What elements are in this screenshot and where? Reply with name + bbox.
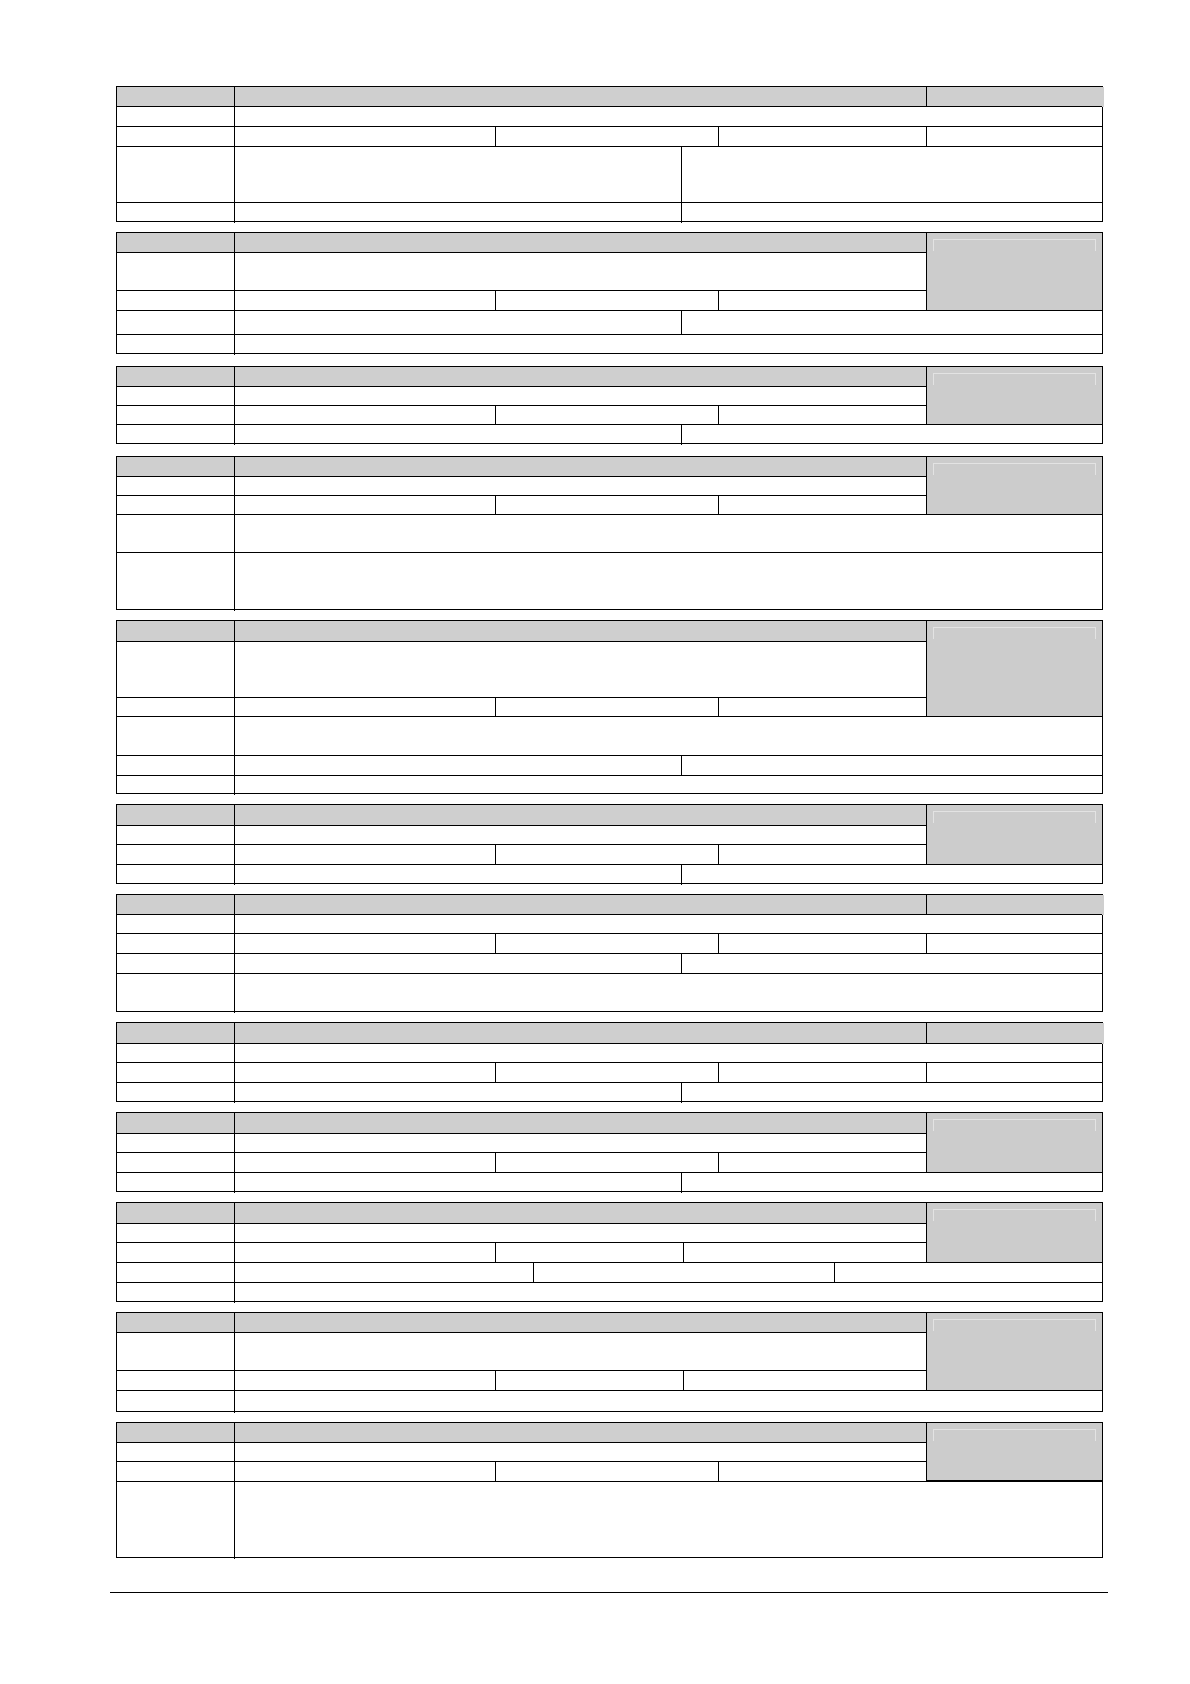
- panel-divider: [927, 1262, 1102, 1263]
- field-label-cell: [117, 553, 235, 611]
- form-block: [116, 366, 1103, 444]
- column-divider: [234, 805, 235, 826]
- field-value-cell[interactable]: [496, 845, 719, 865]
- shaded-panel-bevel: [933, 1119, 1096, 1131]
- column-divider: [234, 335, 235, 355]
- field-value-cell[interactable]: [235, 954, 682, 974]
- shaded-panel-bevel: [933, 1209, 1096, 1221]
- field-label-cell: [117, 425, 235, 445]
- field-label-cell: [117, 1283, 235, 1303]
- field-value-cell[interactable]: [235, 1462, 496, 1482]
- form-block: [116, 232, 1103, 354]
- field-value-cell[interactable]: [927, 127, 1104, 147]
- field-value-cell[interactable]: [719, 496, 927, 515]
- field-value-cell[interactable]: [719, 1063, 927, 1083]
- field-value-cell[interactable]: [682, 1083, 1104, 1103]
- field-label-cell: [117, 203, 235, 223]
- field-value-cell[interactable]: [719, 127, 927, 147]
- field-label-cell: [117, 974, 235, 1013]
- shaded-panel: [927, 1423, 1102, 1481]
- field-value-cell[interactable]: [235, 1283, 1104, 1303]
- section-header-cell: [235, 1113, 927, 1134]
- column-divider: [495, 1243, 496, 1263]
- field-value-cell[interactable]: [235, 1153, 496, 1173]
- field-value-cell[interactable]: [235, 1243, 496, 1263]
- column-divider: [234, 756, 235, 776]
- panel-divider: [927, 310, 1102, 311]
- field-label-cell: [117, 1443, 235, 1462]
- column-divider: [681, 203, 682, 223]
- section-header-cell: [235, 367, 927, 387]
- column-divider: [234, 865, 235, 885]
- field-label-cell: [117, 1391, 235, 1413]
- field-value-cell[interactable]: [235, 1391, 1104, 1413]
- field-value-cell[interactable]: [235, 1333, 927, 1371]
- column-divider: [926, 87, 927, 107]
- column-divider: [234, 954, 235, 974]
- column-divider: [718, 934, 719, 954]
- field-label-cell: [117, 1482, 235, 1559]
- field-label-cell: [117, 954, 235, 974]
- field-value-cell[interactable]: [235, 776, 1104, 795]
- column-divider: [234, 1443, 235, 1462]
- column-divider: [681, 756, 682, 776]
- field-label-cell: [117, 457, 235, 477]
- column-divider: [718, 291, 719, 311]
- field-label-cell: [117, 367, 235, 387]
- column-divider: [926, 1023, 927, 1044]
- field-label-cell: [117, 1371, 235, 1391]
- field-value-cell[interactable]: [235, 515, 1104, 553]
- footer-rule: [110, 1592, 1108, 1593]
- field-label-cell: [117, 87, 235, 107]
- column-divider: [495, 1153, 496, 1173]
- section-header-cell: [235, 457, 927, 477]
- form-block: [116, 804, 1103, 884]
- field-value-cell[interactable]: [235, 127, 496, 147]
- column-divider: [495, 291, 496, 311]
- field-label-cell: [117, 1333, 235, 1371]
- shaded-panel: [927, 367, 1102, 425]
- field-label-cell: [117, 1023, 235, 1044]
- column-divider: [234, 496, 235, 515]
- field-value-cell[interactable]: [496, 496, 719, 515]
- column-divider: [681, 1173, 682, 1193]
- column-divider: [683, 1371, 684, 1391]
- shaded-panel-bevel: [933, 1429, 1096, 1441]
- field-value-cell[interactable]: [235, 1063, 496, 1083]
- field-value-cell[interactable]: [682, 425, 1104, 445]
- column-divider: [234, 1224, 235, 1243]
- field-value-cell[interactable]: [719, 1462, 927, 1482]
- column-divider: [926, 895, 927, 915]
- form-block: [116, 1422, 1103, 1558]
- field-value-cell[interactable]: [235, 934, 496, 954]
- field-value-cell[interactable]: [235, 496, 496, 515]
- column-divider: [234, 1371, 235, 1391]
- field-label-cell: [117, 621, 235, 642]
- section-header-cell: [235, 1423, 927, 1443]
- column-divider: [234, 1153, 235, 1173]
- column-divider: [234, 1134, 235, 1153]
- field-value-cell[interactable]: [235, 1044, 1104, 1063]
- field-value-cell[interactable]: [682, 865, 1104, 885]
- field-value-cell[interactable]: [235, 1371, 496, 1391]
- column-divider: [926, 934, 927, 954]
- column-divider: [234, 698, 235, 717]
- field-label-cell: [117, 642, 235, 698]
- field-label-cell: [117, 147, 235, 203]
- column-divider: [718, 406, 719, 425]
- column-divider: [234, 387, 235, 406]
- field-value-cell[interactable]: [927, 934, 1104, 954]
- field-value-cell[interactable]: [235, 406, 496, 425]
- field-label-cell: [117, 1224, 235, 1243]
- field-value-cell[interactable]: [235, 291, 496, 311]
- field-value-cell[interactable]: [496, 934, 719, 954]
- column-divider: [495, 698, 496, 717]
- field-value-cell[interactable]: [235, 311, 682, 335]
- field-value-cell[interactable]: [719, 291, 927, 311]
- column-divider: [234, 203, 235, 223]
- section-header-cell: [927, 895, 1104, 915]
- column-divider: [234, 1173, 235, 1193]
- form-block: [116, 1202, 1103, 1302]
- column-divider: [234, 776, 235, 795]
- column-divider: [234, 1462, 235, 1482]
- section-header-cell: [927, 1023, 1104, 1044]
- field-label-cell: [117, 1313, 235, 1333]
- field-label-cell: [117, 895, 235, 915]
- field-value-cell[interactable]: [235, 698, 496, 717]
- field-label-cell: [117, 915, 235, 934]
- column-divider: [234, 717, 235, 756]
- shaded-panel: [927, 233, 1102, 311]
- column-divider: [234, 291, 235, 311]
- field-label-cell: [117, 233, 235, 253]
- section-header-cell: [927, 87, 1104, 107]
- column-divider: [718, 496, 719, 515]
- column-divider: [234, 1333, 235, 1371]
- section-header-cell: [235, 1203, 927, 1224]
- field-label-cell: [117, 496, 235, 515]
- column-divider: [834, 1263, 835, 1283]
- section-header-cell: [235, 1023, 927, 1044]
- form-block: [116, 456, 1103, 610]
- column-divider: [683, 1243, 684, 1263]
- column-divider: [681, 147, 682, 203]
- form-block: [116, 1022, 1103, 1102]
- field-label-cell: [117, 515, 235, 553]
- form-block: [116, 620, 1103, 794]
- form-block: [116, 1312, 1103, 1412]
- field-value-cell[interactable]: [235, 107, 1104, 127]
- field-label-cell: [117, 826, 235, 845]
- column-divider: [234, 1044, 235, 1063]
- field-value-cell[interactable]: [235, 1083, 682, 1103]
- shaded-panel-bevel: [933, 811, 1096, 823]
- shaded-panel: [927, 805, 1102, 865]
- field-value-cell[interactable]: [235, 1173, 682, 1193]
- column-divider: [234, 915, 235, 934]
- column-divider: [234, 233, 235, 253]
- column-divider: [495, 1063, 496, 1083]
- field-value-cell[interactable]: [235, 553, 1104, 611]
- field-value-cell[interactable]: [235, 826, 927, 845]
- column-divider: [234, 477, 235, 496]
- field-label-cell: [117, 845, 235, 865]
- field-value-cell[interactable]: [235, 1134, 927, 1153]
- field-label-cell: [117, 1263, 235, 1283]
- field-value-cell[interactable]: [235, 335, 1104, 355]
- field-value-cell[interactable]: [682, 1173, 1104, 1193]
- shaded-panel-bevel: [933, 627, 1096, 639]
- column-divider: [234, 107, 235, 127]
- field-label-cell: [117, 1083, 235, 1103]
- field-value-cell[interactable]: [235, 915, 1104, 934]
- column-divider: [234, 406, 235, 425]
- field-value-cell[interactable]: [496, 1371, 684, 1391]
- panel-divider: [927, 1480, 1102, 1481]
- column-divider: [495, 934, 496, 954]
- field-value-cell[interactable]: [235, 1224, 927, 1243]
- field-value-cell[interactable]: [235, 717, 1104, 756]
- field-label-cell: [117, 1462, 235, 1482]
- column-divider: [234, 1023, 235, 1044]
- column-divider: [234, 1113, 235, 1134]
- column-divider: [234, 367, 235, 387]
- column-divider: [681, 865, 682, 885]
- field-value-cell[interactable]: [235, 974, 1104, 1013]
- field-label-cell: [117, 1203, 235, 1224]
- field-value-cell[interactable]: [496, 1462, 719, 1482]
- column-divider: [234, 87, 235, 107]
- field-label-cell: [117, 1153, 235, 1173]
- field-value-cell[interactable]: [682, 203, 1104, 223]
- field-label-cell: [117, 717, 235, 756]
- column-divider: [495, 406, 496, 425]
- field-value-cell[interactable]: [927, 1063, 1104, 1083]
- column-divider: [234, 1083, 235, 1103]
- form-block: [116, 1112, 1103, 1192]
- field-value-cell[interactable]: [719, 1153, 927, 1173]
- field-value-cell[interactable]: [235, 425, 682, 445]
- column-divider: [234, 826, 235, 845]
- section-header-cell: [235, 1313, 927, 1333]
- column-divider: [234, 1391, 235, 1413]
- shaded-panel: [927, 1313, 1102, 1391]
- section-header-cell: [235, 87, 927, 107]
- field-value-cell[interactable]: [235, 387, 927, 406]
- column-divider: [234, 1283, 235, 1303]
- field-label-cell: [117, 291, 235, 311]
- column-divider: [234, 621, 235, 642]
- field-label-cell: [117, 1134, 235, 1153]
- column-divider: [533, 1263, 534, 1283]
- field-label-cell: [117, 127, 235, 147]
- field-value-cell[interactable]: [235, 1443, 927, 1462]
- column-divider: [234, 457, 235, 477]
- panel-divider: [927, 1172, 1102, 1173]
- field-value-cell[interactable]: [235, 845, 496, 865]
- field-value-cell[interactable]: [235, 756, 682, 776]
- field-value-cell[interactable]: [235, 253, 927, 291]
- column-divider: [718, 1462, 719, 1482]
- field-value-cell[interactable]: [719, 934, 927, 954]
- field-value-cell[interactable]: [682, 311, 1104, 335]
- field-value-cell[interactable]: [235, 1482, 1104, 1559]
- field-label-cell: [117, 335, 235, 355]
- shaded-panel: [927, 621, 1102, 717]
- field-label-cell: [117, 756, 235, 776]
- form-block: [116, 86, 1103, 222]
- shaded-panel-bevel: [933, 239, 1096, 251]
- column-divider: [681, 954, 682, 974]
- shaded-panel: [927, 457, 1102, 515]
- field-value-cell[interactable]: [496, 291, 719, 311]
- column-divider: [718, 1063, 719, 1083]
- column-divider: [495, 845, 496, 865]
- column-divider: [234, 515, 235, 553]
- field-label-cell: [117, 805, 235, 826]
- field-value-cell[interactable]: [684, 1371, 927, 1391]
- column-divider: [495, 1462, 496, 1482]
- column-divider: [234, 895, 235, 915]
- field-label-cell: [117, 1063, 235, 1083]
- field-value-cell[interactable]: [719, 406, 927, 425]
- field-value-cell[interactable]: [682, 954, 1104, 974]
- field-label-cell: [117, 698, 235, 717]
- section-header-cell: [235, 233, 927, 253]
- panel-divider: [927, 716, 1102, 717]
- panel-divider: [927, 514, 1102, 515]
- field-value-cell[interactable]: [496, 698, 719, 717]
- field-value-cell[interactable]: [235, 865, 682, 885]
- shaded-panel-bevel: [933, 373, 1096, 385]
- column-divider: [234, 1263, 235, 1283]
- field-value-cell[interactable]: [235, 477, 927, 496]
- field-value-cell[interactable]: [496, 127, 719, 147]
- field-label-cell: [117, 1044, 235, 1063]
- column-divider: [234, 974, 235, 1013]
- shaded-panel: [927, 1113, 1102, 1173]
- column-divider: [495, 496, 496, 515]
- column-divider: [718, 698, 719, 717]
- field-value-cell[interactable]: [235, 203, 682, 223]
- field-label-cell: [117, 865, 235, 885]
- field-label-cell: [117, 406, 235, 425]
- field-value-cell[interactable]: [719, 845, 927, 865]
- panel-divider: [927, 424, 1102, 425]
- column-divider: [234, 127, 235, 147]
- column-divider: [234, 1313, 235, 1333]
- column-divider: [681, 1083, 682, 1103]
- field-value-cell[interactable]: [719, 698, 927, 717]
- section-header-cell: [235, 895, 927, 915]
- field-value-cell[interactable]: [235, 147, 682, 203]
- form-block: [116, 894, 1103, 1012]
- panel-divider: [927, 864, 1102, 865]
- field-label-cell: [117, 253, 235, 291]
- field-value-cell[interactable]: [496, 1153, 719, 1173]
- panel-divider: [927, 1390, 1102, 1391]
- column-divider: [234, 1423, 235, 1443]
- column-divider: [681, 425, 682, 445]
- column-divider: [495, 1371, 496, 1391]
- field-value-cell[interactable]: [835, 1263, 1104, 1283]
- column-divider: [926, 1063, 927, 1083]
- field-value-cell[interactable]: [682, 756, 1104, 776]
- field-value-cell[interactable]: [235, 642, 927, 698]
- column-divider: [718, 127, 719, 147]
- shaded-panel-bevel: [933, 463, 1096, 475]
- field-label-cell: [117, 1423, 235, 1443]
- column-divider: [681, 311, 682, 335]
- field-value-cell[interactable]: [496, 1243, 684, 1263]
- column-divider: [234, 934, 235, 954]
- field-value-cell[interactable]: [684, 1243, 927, 1263]
- column-divider: [718, 1153, 719, 1173]
- column-divider: [234, 425, 235, 445]
- field-value-cell[interactable]: [496, 1063, 719, 1083]
- field-label-cell: [117, 107, 235, 127]
- section-header-cell: [235, 805, 927, 826]
- field-label-cell: [117, 477, 235, 496]
- column-divider: [234, 1482, 235, 1559]
- field-label-cell: [117, 934, 235, 954]
- column-divider: [234, 553, 235, 611]
- column-divider: [234, 1063, 235, 1083]
- field-label-cell: [117, 387, 235, 406]
- column-divider: [234, 311, 235, 335]
- field-label-cell: [117, 311, 235, 335]
- field-value-cell[interactable]: [235, 1263, 534, 1283]
- section-header-cell: [235, 621, 927, 642]
- column-divider: [234, 147, 235, 203]
- field-value-cell[interactable]: [534, 1263, 835, 1283]
- column-divider: [234, 845, 235, 865]
- field-label-cell: [117, 1113, 235, 1134]
- field-label-cell: [117, 1173, 235, 1193]
- column-divider: [495, 127, 496, 147]
- field-value-cell[interactable]: [496, 406, 719, 425]
- field-label-cell: [117, 1243, 235, 1263]
- field-label-cell: [117, 776, 235, 795]
- field-value-cell[interactable]: [682, 147, 1104, 203]
- column-divider: [234, 642, 235, 698]
- column-divider: [234, 253, 235, 291]
- column-divider: [926, 127, 927, 147]
- column-divider: [718, 845, 719, 865]
- shaded-panel-bevel: [933, 1319, 1096, 1331]
- column-divider: [234, 1243, 235, 1263]
- column-divider: [234, 1203, 235, 1224]
- shaded-panel: [927, 1203, 1102, 1263]
